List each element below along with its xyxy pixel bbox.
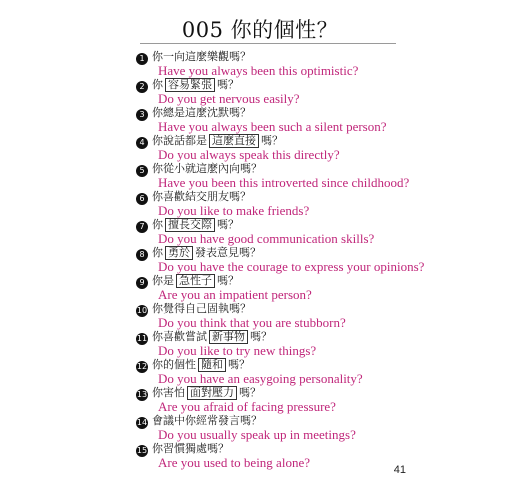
sentence-text: 你喜歡結交朋友嗎？ — [152, 190, 251, 203]
english-translation: Do you always speak this directly? — [158, 147, 340, 162]
english-translation: Are you afraid of facing pressure? — [158, 399, 336, 414]
phrase-list — [136, 48, 476, 468]
sentence-text: 你說話都是 — [152, 134, 207, 147]
chinese-sentence — [136, 106, 251, 119]
list-item — [136, 48, 476, 76]
sentence-text-end: 嗎？ — [217, 218, 239, 231]
item-number-badge: 3 — [136, 109, 148, 121]
list-item — [136, 384, 476, 412]
chinese-sentence — [136, 302, 251, 315]
english-translation: Have you been this introverted since childhood? — [158, 175, 410, 190]
chinese-sentence — [136, 78, 239, 91]
english-translation: Do you have good communication skills? — [158, 231, 375, 246]
list-item — [136, 104, 476, 132]
chinese-sentence — [136, 386, 261, 399]
english-translation: Do you think that you are stubborn? — [158, 315, 346, 330]
list-item — [136, 440, 476, 468]
item-number-badge: 9 — [136, 277, 148, 289]
chinese-sentence — [136, 218, 239, 231]
sentence-text: 你喜歡嘗試 — [152, 330, 207, 343]
item-number-badge: 13 — [136, 390, 148, 399]
item-number-badge: 14 — [136, 418, 148, 427]
list-item — [136, 76, 476, 104]
chinese-sentence — [136, 50, 251, 63]
sentence-text: 你覺得自己固執嗎？ — [152, 302, 251, 315]
page-title: 005 你的個性？ — [181, 18, 339, 42]
chinese-sentence — [136, 274, 239, 287]
item-number-badge: 11 — [136, 334, 148, 343]
sentence-text: 你一向這麼樂觀嗎？ — [152, 50, 251, 63]
list-item — [136, 132, 476, 160]
item-number-badge: 12 — [136, 362, 148, 371]
sentence-text: 你 — [152, 246, 163, 259]
key-phrase-box: 擅長交際 — [165, 218, 215, 232]
chinese-sentence — [136, 442, 229, 455]
key-phrase-box: 隨和 — [198, 358, 226, 372]
key-phrase-box: 新事物 — [209, 330, 248, 344]
title-divider — [140, 43, 396, 44]
english-translation: Are you used to being alone? — [158, 455, 310, 470]
chinese-sentence — [136, 162, 262, 175]
page-number: 41 — [393, 464, 406, 476]
sentence-text-end: 發表意見嗎？ — [195, 246, 261, 259]
key-phrase-box: 急性子 — [176, 274, 215, 288]
english-translation: Do you like to try new things? — [158, 343, 317, 358]
sentence-text-end: 嗎？ — [261, 134, 283, 147]
item-number-badge: 8 — [136, 249, 148, 261]
item-number-badge: 4 — [136, 137, 148, 149]
item-number-badge: 7 — [136, 221, 148, 233]
item-number-badge: 2 — [136, 81, 148, 93]
chinese-sentence — [136, 358, 250, 371]
chinese-sentence — [136, 246, 261, 259]
chinese-sentence — [136, 134, 283, 147]
item-number-badge: 10 — [136, 306, 148, 315]
list-item — [136, 356, 476, 384]
sentence-text-end: 嗎？ — [217, 274, 239, 287]
list-item — [136, 188, 476, 216]
sentence-text: 你的個性 — [152, 358, 196, 371]
sentence-text-end: 嗎？ — [239, 386, 261, 399]
english-translation: Do you have an easygoing personality? — [158, 371, 363, 386]
key-phrase-box: 面對壓力 — [187, 386, 237, 400]
list-item — [136, 272, 476, 300]
english-translation: Do you get nervous easily? — [158, 91, 300, 106]
sentence-text: 會議中你經常發言嗎？ — [152, 414, 262, 427]
item-number-badge: 6 — [136, 193, 148, 205]
english-translation: Do you like to make friends? — [158, 203, 310, 218]
english-translation: Are you an impatient person? — [158, 287, 312, 302]
sentence-text: 你總是這麼沈默嗎？ — [152, 106, 251, 119]
item-number-badge: 15 — [136, 446, 148, 455]
sentence-text: 你是 — [152, 274, 174, 287]
chinese-sentence — [136, 414, 262, 427]
list-item — [136, 412, 476, 440]
sentence-text: 你害怕 — [152, 386, 185, 399]
chinese-sentence — [136, 330, 272, 343]
item-number-badge: 5 — [136, 165, 148, 177]
list-item — [136, 300, 476, 328]
english-translation: Have you always been this optimistic? — [158, 63, 359, 78]
key-phrase-box: 勇於 — [165, 246, 193, 260]
sentence-text: 你習慣獨處嗎？ — [152, 442, 229, 455]
item-number-badge: 1 — [136, 53, 148, 65]
english-translation: Do you have the courage to express your opinions? — [158, 259, 425, 274]
sentence-text-end: 嗎？ — [250, 330, 272, 343]
list-item — [136, 216, 476, 244]
list-item — [136, 328, 476, 356]
sentence-text: 你從小就這麼內向嗎？ — [152, 162, 262, 175]
sentence-text: 你 — [152, 78, 163, 91]
list-item — [136, 160, 476, 188]
key-phrase-box: 容易緊張 — [165, 78, 215, 92]
sentence-text: 你 — [152, 218, 163, 231]
sentence-text-end: 嗎？ — [228, 358, 250, 371]
english-translation: Do you usually speak up in meetings? — [158, 427, 356, 442]
english-translation: Have you always been such a silent person? — [158, 119, 387, 134]
key-phrase-box: 這麼直接 — [209, 134, 259, 148]
sentence-text-end: 嗎？ — [217, 78, 239, 91]
chinese-sentence — [136, 190, 251, 203]
list-item — [136, 244, 476, 272]
